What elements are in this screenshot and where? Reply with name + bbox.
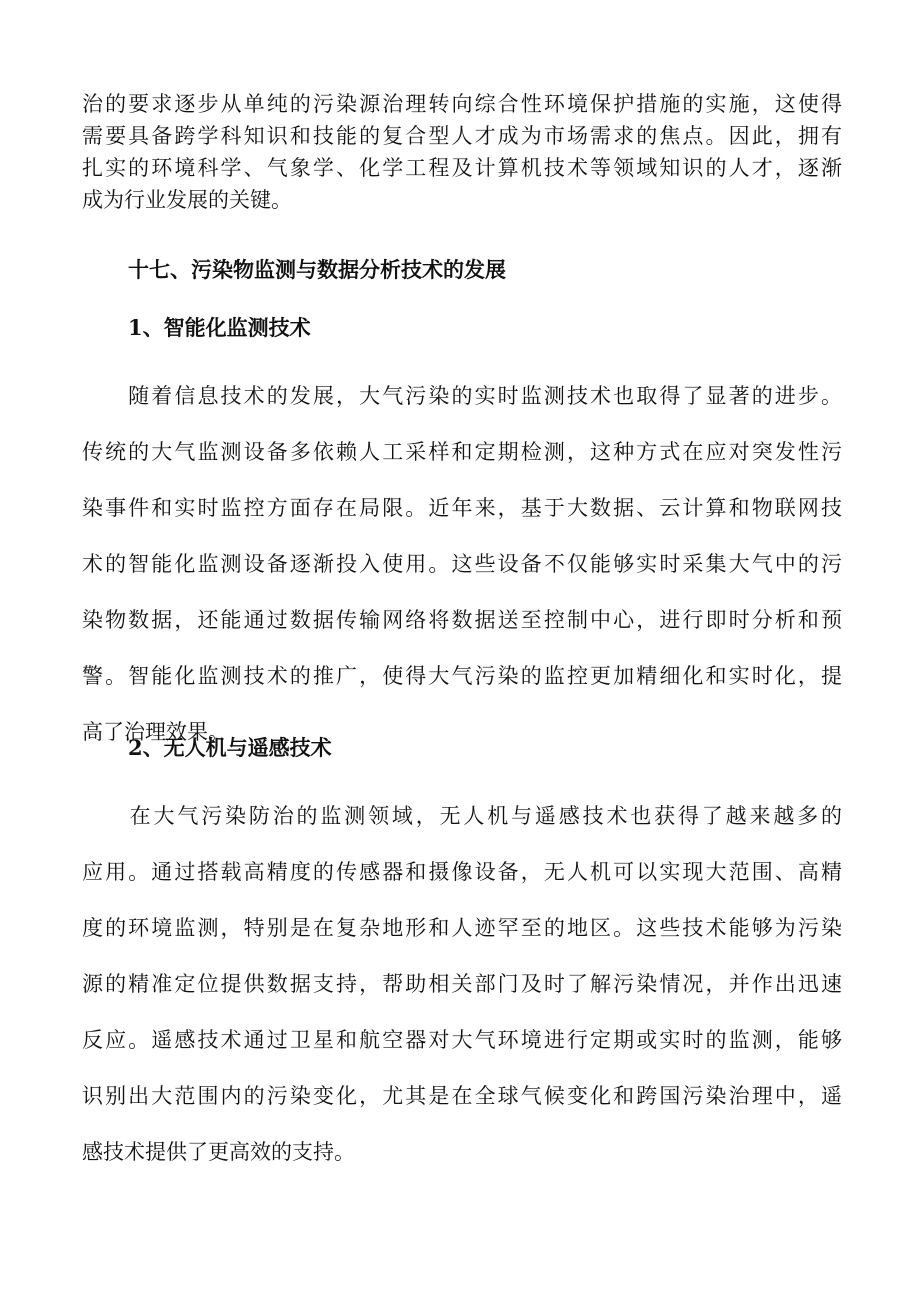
text-line: 扎实的环境科学、气象学、化学工程及计算机技术等领域知识的人才，逐渐 — [82, 156, 842, 180]
section-heading: 十七、污染物监测与数据分析技术的发展 — [128, 257, 506, 282]
text-line: 源的精准定位提供数据支持，帮助相关部门及时了解污染情况，并作出迅速 — [82, 972, 842, 996]
text-line: 在大气污染防治的监测领域，无人机与遥感技术也获得了越来越多的 — [82, 804, 842, 828]
text-line: 术的智能化监测设备逐渐投入使用。这些设备不仅能够实时采集大气中的污 — [82, 552, 842, 576]
subsection-heading-1: 1、智能化监测技术 — [128, 315, 311, 340]
text-line: 应用。通过搭载高精度的传感器和摄像设备，无人机可以实现大范围、高精 — [82, 860, 842, 884]
text-line: 治的要求逐步从单纯的污染源治理转向综合性环境保护措施的实施，这使得 — [82, 92, 842, 116]
text-line: 染事件和实时监控方面存在局限。近年来，基于大数据、云计算和物联网技 — [82, 496, 842, 520]
text-line: 传统的大气监测设备多依赖人工采样和定期检测，这种方式在应对突发性污 — [82, 440, 842, 464]
text-line: 感技术提供了更高效的支持。 — [82, 1140, 355, 1164]
text-line: 高了治理效果。 — [82, 720, 229, 744]
text-line: 识别出大范围内的污染变化，尤其是在全球气候变化和跨国污染治理中，遥 — [82, 1084, 842, 1108]
text-line: 染物数据，还能通过数据传输网络将数据送至控制中心，进行即时分析和预 — [82, 608, 842, 632]
text-line: 随着信息技术的发展，大气污染的实时监测技术也取得了显著的进步。 — [82, 384, 842, 408]
subsection-heading-2: 2、无人机与遥感技术 — [128, 735, 332, 760]
text-line: 反应。遥感技术通过卫星和航空器对大气环境进行定期或实时的监测，能够 — [82, 1028, 842, 1052]
text-line: 需要具备跨学科知识和技能的复合型人才成为市场需求的焦点。因此，拥有 — [82, 124, 842, 148]
text-line: 成为行业发展的关键。 — [82, 188, 292, 212]
subsection-1-paragraph — [82, 368, 842, 760]
text-line: 警。智能化监测技术的推广，使得大气污染的监控更加精细化和实时化，提 — [82, 664, 842, 688]
text-line: 度的环境监测，特别是在复杂地形和人迹罕至的地区。这些技术能够为污染 — [82, 916, 842, 940]
subsection-2-paragraph — [82, 788, 842, 1180]
intro-paragraph — [82, 88, 842, 216]
